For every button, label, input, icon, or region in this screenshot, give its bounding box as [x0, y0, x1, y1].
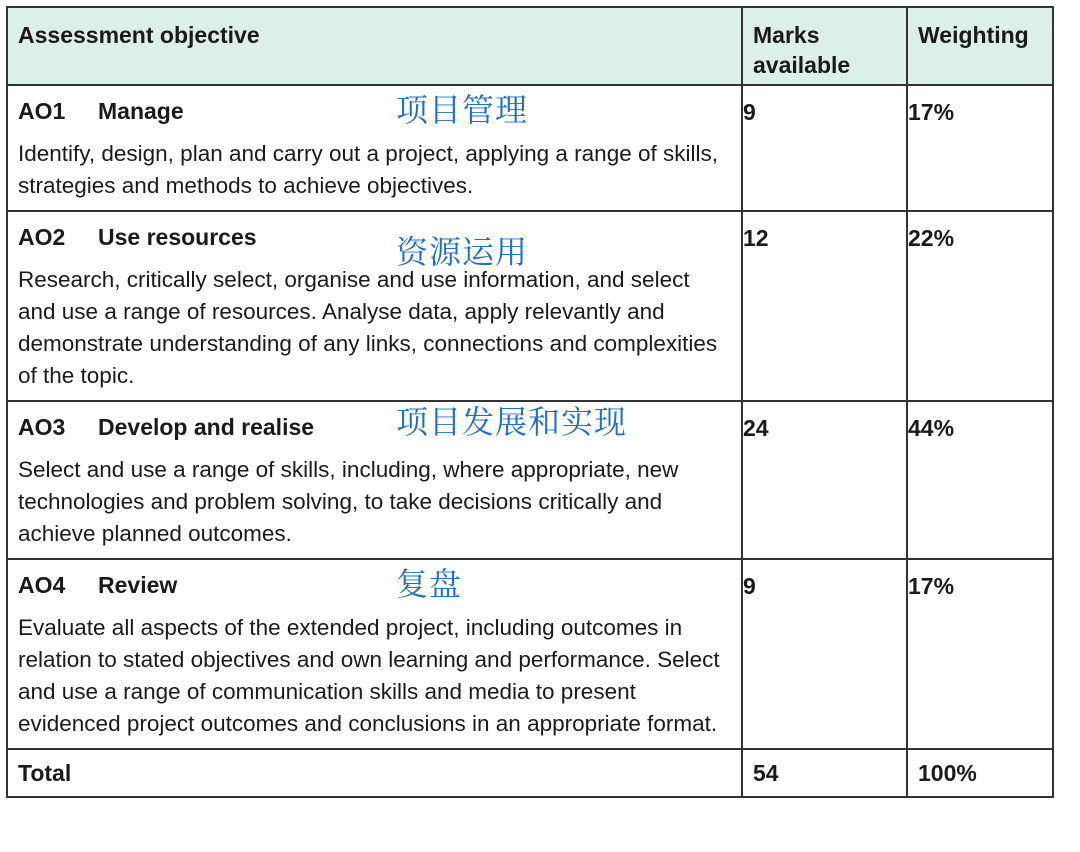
objective-code: AO1 — [18, 98, 66, 124]
objective-code: AO2 — [18, 224, 66, 250]
objective-description: Evaluate all aspects of the extended project, including outcomes in relation to stated objectives and own learning and performance. Select and use a range of communication skills and media to present evidenced project outcomes and conclusions in an appropriate format. — [18, 615, 720, 736]
objective-title: Use resources — [98, 224, 257, 250]
objective-cell — [7, 401, 742, 559]
objective-description: Select and use a range of skills, including, where appropriate, new technologies and problem solving, to take decisions critically and achieve planned outcomes. — [18, 457, 679, 546]
total-label: Total — [7, 749, 742, 797]
weighting-cell: 44% — [907, 401, 1053, 559]
objective-code: AO4 — [18, 572, 66, 598]
objective-cell — [7, 211, 742, 401]
weighting-cell: 17% — [907, 559, 1053, 749]
objective-description: Identify, design, plan and carry out a project, applying a range of skills, strategies and methods to achieve objectives. — [18, 141, 718, 198]
total-marks: 54 — [742, 749, 907, 797]
table-header-row — [7, 7, 1053, 85]
objective-cell — [7, 559, 742, 749]
weighting-cell: 22% — [907, 211, 1053, 401]
weighting-cell: 17% — [907, 85, 1053, 211]
assessment-objectives-table — [6, 6, 1054, 798]
total-weighting: 100% — [907, 749, 1053, 797]
objective-title: Manage — [98, 98, 184, 124]
objective-heading — [18, 570, 731, 600]
table-row — [7, 211, 1053, 401]
table-row — [7, 85, 1053, 211]
chinese-annotation: 项目管理 — [396, 91, 529, 129]
objective-cell — [7, 85, 742, 211]
chinese-annotation: 复盘 — [396, 565, 463, 603]
header-marks: Marks available — [742, 7, 907, 85]
header-objective: Assessment objective — [7, 7, 742, 85]
header-weighting: Weighting — [907, 7, 1053, 85]
chinese-annotation: 资源运用 — [396, 233, 529, 271]
chinese-annotation: 项目发展和实现 — [396, 403, 628, 441]
marks-cell: 9 — [742, 85, 907, 211]
marks-cell: 24 — [742, 401, 907, 559]
objective-heading — [18, 96, 731, 126]
objective-heading — [18, 222, 731, 252]
marks-cell: 9 — [742, 559, 907, 749]
objective-title: Review — [98, 572, 178, 598]
objective-title: Develop and realise — [98, 414, 315, 440]
objective-code: AO3 — [18, 414, 66, 440]
total-row — [7, 749, 1053, 797]
marks-cell: 12 — [742, 211, 907, 401]
table-row — [7, 401, 1053, 559]
table-row — [7, 559, 1053, 749]
objective-description: Research, critically select, organise and use information, and select and use a range of resources. Analyse data, apply relevantly and demonstrate understanding of any links, connections and complexities of the topic. — [18, 267, 718, 388]
